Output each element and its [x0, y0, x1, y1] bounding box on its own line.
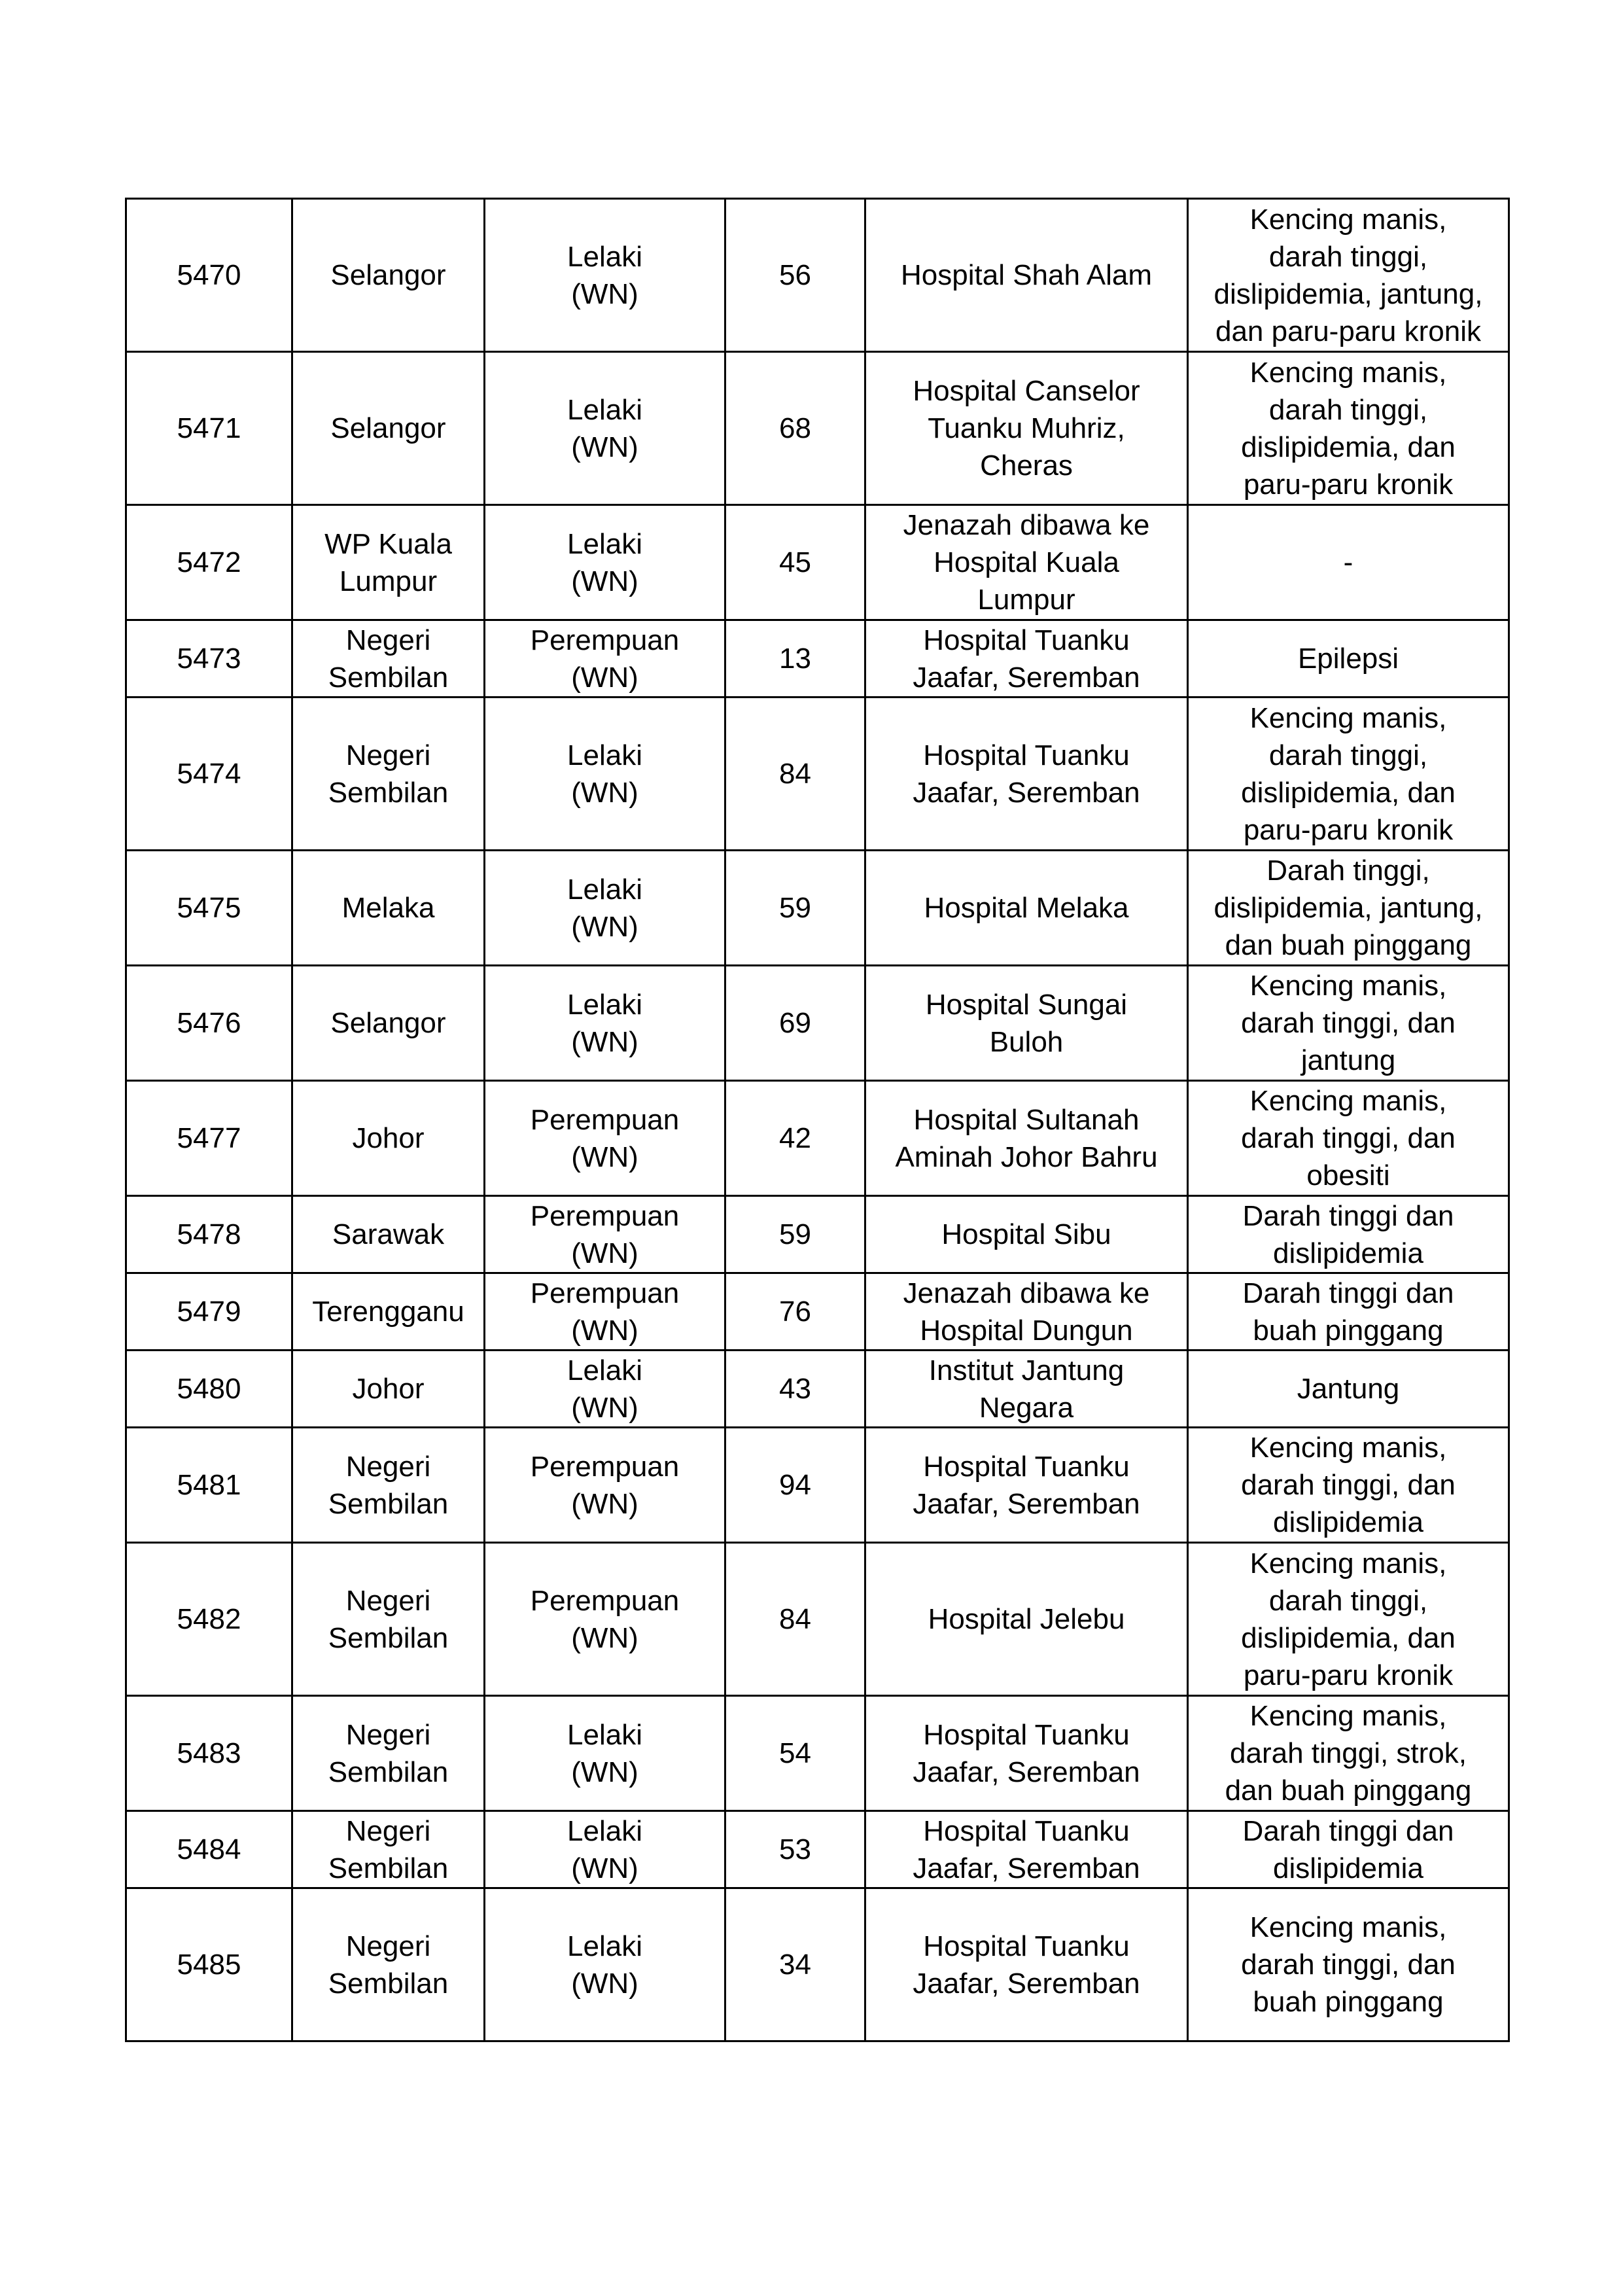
conditions-cell: Kencing manis, darah tinggi, dislipidemia, dan paru-paru kronik	[1188, 1543, 1509, 1696]
conditions-cell: Darah tinggi dan buah pinggang	[1188, 1273, 1509, 1351]
hospital-cell: Hospital Melaka	[865, 851, 1188, 966]
age-cell: 43	[725, 1351, 865, 1428]
case-number-cell: 5478	[126, 1196, 292, 1273]
age-cell: 76	[725, 1273, 865, 1351]
table-row	[126, 1196, 1509, 1273]
case-number-cell: 5479	[126, 1273, 292, 1351]
death-cases-table	[125, 198, 1510, 2042]
hospital-cell: Hospital Shah Alam	[865, 199, 1188, 352]
conditions-cell: Darah tinggi, dislipidemia, jantung, dan buah pinggang	[1188, 851, 1509, 966]
conditions-cell: Kencing manis, darah tinggi, dan jantung	[1188, 966, 1509, 1081]
state-cell: Negeri Sembilan	[292, 1811, 485, 1888]
case-number-cell: 5472	[126, 505, 292, 620]
case-number-cell: 5485	[126, 1888, 292, 2041]
state-cell: Negeri Sembilan	[292, 620, 485, 698]
conditions-cell: -	[1188, 505, 1509, 620]
state-cell: Negeri Sembilan	[292, 1428, 485, 1543]
gender-cell: Perempuan (WN)	[485, 1273, 725, 1351]
case-number-cell: 5484	[126, 1811, 292, 1888]
state-cell: Negeri Sembilan	[292, 1888, 485, 2041]
state-cell: WP Kuala Lumpur	[292, 505, 485, 620]
age-cell: 59	[725, 851, 865, 966]
case-number-cell: 5476	[126, 966, 292, 1081]
age-cell: 56	[725, 199, 865, 352]
gender-cell: Perempuan (WN)	[485, 620, 725, 698]
hospital-cell: Hospital Jelebu	[865, 1543, 1188, 1696]
case-number-cell: 5471	[126, 352, 292, 505]
age-cell: 94	[725, 1428, 865, 1543]
conditions-cell: Kencing manis, darah tinggi, dan obesiti	[1188, 1081, 1509, 1196]
state-cell: Negeri Sembilan	[292, 698, 485, 851]
table-row	[126, 1696, 1509, 1811]
gender-cell: Lelaki (WN)	[485, 199, 725, 352]
state-cell: Negeri Sembilan	[292, 1696, 485, 1811]
table-row	[126, 1543, 1509, 1696]
age-cell: 59	[725, 1196, 865, 1273]
age-cell: 45	[725, 505, 865, 620]
case-number-cell: 5475	[126, 851, 292, 966]
conditions-cell: Kencing manis, darah tinggi, dislipidemia, jantung, dan paru-paru kronik	[1188, 199, 1509, 352]
hospital-cell: Hospital Canselor Tuanku Muhriz, Cheras	[865, 352, 1188, 505]
conditions-cell: Kencing manis, darah tinggi, strok, dan buah pinggang	[1188, 1696, 1509, 1811]
state-cell: Selangor	[292, 199, 485, 352]
age-cell: 69	[725, 966, 865, 1081]
hospital-cell: Hospital Tuanku Jaafar, Seremban	[865, 1696, 1188, 1811]
case-number-cell: 5477	[126, 1081, 292, 1196]
conditions-cell: Kencing manis, darah tinggi, dislipidemia, dan paru-paru kronik	[1188, 352, 1509, 505]
case-number-cell: 5480	[126, 1351, 292, 1428]
age-cell: 54	[725, 1696, 865, 1811]
gender-cell: Lelaki (WN)	[485, 1696, 725, 1811]
table-row	[126, 199, 1509, 352]
table-row	[126, 698, 1509, 851]
gender-cell: Lelaki (WN)	[485, 966, 725, 1081]
table-row	[126, 1351, 1509, 1428]
gender-cell: Perempuan (WN)	[485, 1196, 725, 1273]
hospital-cell: Hospital Sungai Buloh	[865, 966, 1188, 1081]
conditions-cell: Darah tinggi dan dislipidemia	[1188, 1811, 1509, 1888]
table-row	[126, 966, 1509, 1081]
gender-cell: Lelaki (WN)	[485, 1351, 725, 1428]
state-cell: Johor	[292, 1081, 485, 1196]
state-cell: Terengganu	[292, 1273, 485, 1351]
age-cell: 42	[725, 1081, 865, 1196]
state-cell: Melaka	[292, 851, 485, 966]
age-cell: 84	[725, 698, 865, 851]
state-cell: Selangor	[292, 966, 485, 1081]
conditions-cell: Epilepsi	[1188, 620, 1509, 698]
age-cell: 53	[725, 1811, 865, 1888]
case-number-cell: 5473	[126, 620, 292, 698]
gender-cell: Lelaki (WN)	[485, 352, 725, 505]
age-cell: 68	[725, 352, 865, 505]
gender-cell: Perempuan (WN)	[485, 1428, 725, 1543]
state-cell: Sarawak	[292, 1196, 485, 1273]
gender-cell: Lelaki (WN)	[485, 505, 725, 620]
state-cell: Selangor	[292, 352, 485, 505]
table-row	[126, 851, 1509, 966]
age-cell: 34	[725, 1888, 865, 2041]
table-row	[126, 1888, 1509, 2041]
state-cell: Negeri Sembilan	[292, 1543, 485, 1696]
table-row	[126, 1273, 1509, 1351]
hospital-cell: Hospital Tuanku Jaafar, Seremban	[865, 1888, 1188, 2041]
gender-cell: Lelaki (WN)	[485, 1811, 725, 1888]
conditions-cell: Darah tinggi dan dislipidemia	[1188, 1196, 1509, 1273]
table-row	[126, 1081, 1509, 1196]
table-row	[126, 1428, 1509, 1543]
case-number-cell: 5474	[126, 698, 292, 851]
table-row	[126, 505, 1509, 620]
gender-cell: Lelaki (WN)	[485, 698, 725, 851]
hospital-cell: Institut Jantung Negara	[865, 1351, 1188, 1428]
table-row	[126, 1811, 1509, 1888]
case-number-cell: 5483	[126, 1696, 292, 1811]
table-row	[126, 620, 1509, 698]
age-cell: 84	[725, 1543, 865, 1696]
hospital-cell: Jenazah dibawa ke Hospital Dungun	[865, 1273, 1188, 1351]
conditions-cell: Kencing manis, darah tinggi, dan dislipidemia	[1188, 1428, 1509, 1543]
hospital-cell: Hospital Tuanku Jaafar, Seremban	[865, 698, 1188, 851]
case-number-cell: 5470	[126, 199, 292, 352]
conditions-cell: Kencing manis, darah tinggi, dislipidemia, dan paru-paru kronik	[1188, 698, 1509, 851]
hospital-cell: Hospital Tuanku Jaafar, Seremban	[865, 1811, 1188, 1888]
conditions-cell: Jantung	[1188, 1351, 1509, 1428]
gender-cell: Lelaki (WN)	[485, 851, 725, 966]
gender-cell: Lelaki (WN)	[485, 1888, 725, 2041]
hospital-cell: Jenazah dibawa ke Hospital Kuala Lumpur	[865, 505, 1188, 620]
age-cell: 13	[725, 620, 865, 698]
hospital-cell: Hospital Sultanah Aminah Johor Bahru	[865, 1081, 1188, 1196]
case-number-cell: 5482	[126, 1543, 292, 1696]
hospital-cell: Hospital Sibu	[865, 1196, 1188, 1273]
case-number-cell: 5481	[126, 1428, 292, 1543]
gender-cell: Perempuan (WN)	[485, 1543, 725, 1696]
hospital-cell: Hospital Tuanku Jaafar, Seremban	[865, 1428, 1188, 1543]
hospital-cell: Hospital Tuanku Jaafar, Seremban	[865, 620, 1188, 698]
state-cell: Johor	[292, 1351, 485, 1428]
gender-cell: Perempuan (WN)	[485, 1081, 725, 1196]
conditions-cell: Kencing manis, darah tinggi, dan buah pinggang	[1188, 1888, 1509, 2041]
table-row	[126, 352, 1509, 505]
